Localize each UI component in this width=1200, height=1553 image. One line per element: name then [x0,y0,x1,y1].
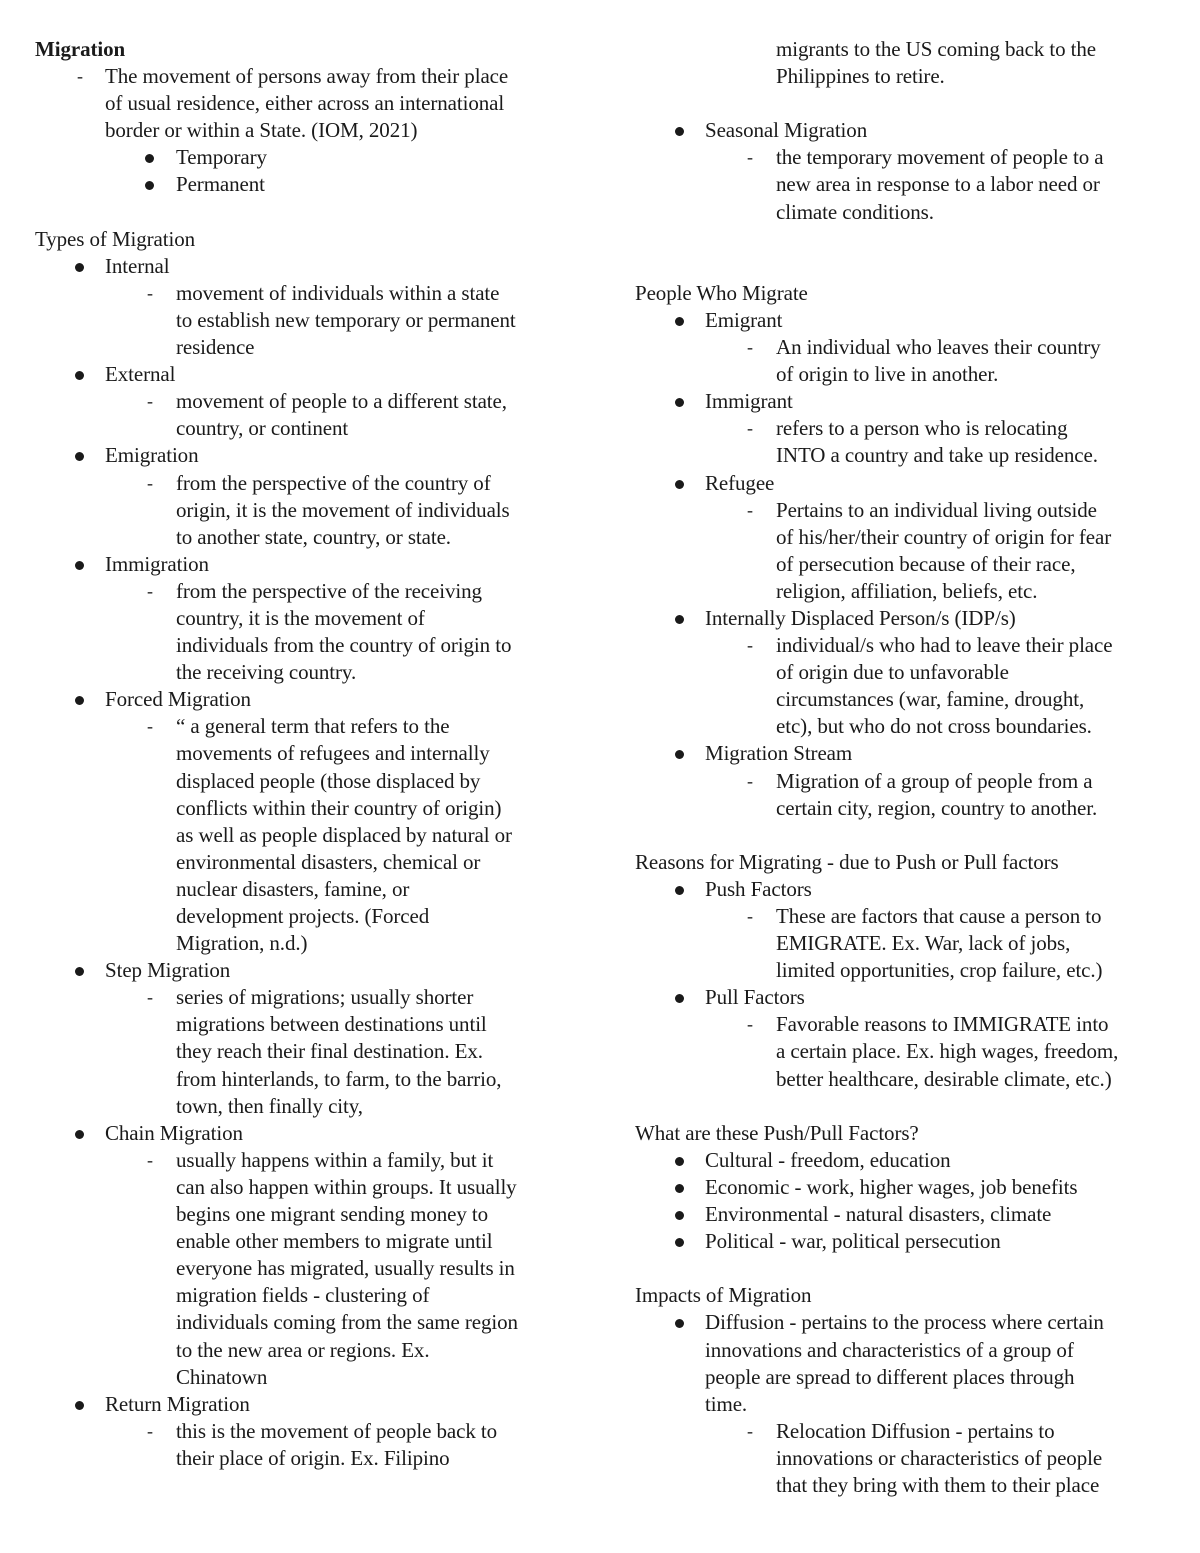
line-text: Types of Migration [35,226,196,251]
line-text: individuals from the country of origin to [176,633,512,658]
line-text: Favorable reasons to IMMIGRATE into [776,1012,1109,1037]
text-line [35,1174,595,1201]
blank-line [635,90,1195,117]
line-text: their place of origin. Ex. Filipino [176,1445,450,1470]
line-text: Migration [35,37,126,61]
text-line [35,1364,595,1391]
text-line [35,1445,595,1472]
line-text: Forced Migration [105,687,251,712]
line-text: the temporary movement of people to a [776,145,1104,170]
line-text: Economic - work, higher wages, job benefits [705,1174,1078,1199]
dash-icon: - [147,1420,153,1441]
line-text: These are factors that cause a person to [776,904,1102,928]
line-text: Return Migration [105,1391,250,1416]
text-line [635,1120,1195,1147]
text-line [635,388,1195,415]
line-text: climate conditions. [776,199,934,224]
right-column [635,36,1195,1499]
line-text: External [105,362,176,387]
text-line [35,849,595,876]
line-text: Chinatown [176,1364,268,1389]
line-text: they reach their final destination. Ex. [176,1039,483,1064]
text-line [35,117,595,144]
text-line [35,903,595,930]
line-text: Environmental - natural disasters, climate [705,1202,1052,1227]
line-text: What are these Push/Pull Factors? [635,1120,919,1145]
text-line [35,171,595,198]
text-line [635,659,1195,686]
text-line [35,497,595,524]
text-line [35,984,595,1011]
line-text: Pertains to an individual living outside [776,497,1097,522]
text-line [635,36,1195,63]
line-text: displaced people (those displaced by [176,768,481,793]
text-line [35,1201,595,1228]
text-line [35,713,595,740]
text-line [35,144,595,171]
text-line [635,740,1195,767]
blank-line [635,253,1195,280]
line-text: Refugee [705,470,775,495]
text-line [635,768,1195,795]
line-text: a certain place. Ex. high wages, freedom, [776,1039,1119,1064]
text-line [35,388,595,415]
line-text: refers to a person who is relocating [776,416,1068,441]
line-text: of his/her/their country of origin for fear [776,524,1112,549]
line-text: Diffusion - pertains to the process where certain [705,1310,1104,1335]
text-line [35,1418,595,1445]
text-line [35,1093,595,1120]
text-line [635,849,1195,876]
text-line [35,1066,595,1093]
document-heading [35,36,595,63]
text-line [35,470,595,497]
text-line [35,1309,595,1336]
line-text: better healthcare, desirable climate, etc.) [776,1066,1112,1091]
text-line [635,1309,1195,1336]
line-text: Relocation Diffusion - pertains to [776,1418,1055,1443]
dash-icon: - [147,1149,153,1170]
text-line [635,605,1195,632]
line-text: certain city, region, country to another. [776,795,1098,820]
text-line [35,930,595,957]
text-line [635,1472,1195,1499]
text-line [635,1201,1195,1228]
text-line [635,1011,1195,1038]
line-text: etc), but who do not cross boundaries. [776,714,1092,739]
line-text: can also happen within groups. It usually [176,1174,517,1199]
line-text: People Who Migrate [635,280,808,305]
text-line [35,957,595,984]
text-line [635,984,1195,1011]
text-line [35,307,595,334]
text-line [35,334,595,361]
dash-icon: - [147,282,153,303]
text-line [635,171,1195,198]
line-text: Migration Stream [705,741,853,766]
line-text: EMIGRATE. Ex. War, lack of jobs, [776,931,1071,956]
line-text: development projects. (Forced [176,904,430,928]
text-line [35,632,595,659]
text-line [35,1038,595,1065]
text-line [635,1174,1195,1201]
left-column [35,36,595,1472]
line-text: town, then finally city, [176,1093,363,1118]
line-text: from the perspective of the receiving [176,578,482,603]
line-text: country, it is the movement of [176,605,425,630]
text-line [635,307,1195,334]
line-text: migrants to the US coming back to the [776,37,1096,61]
text-line [635,63,1195,90]
line-text: of origin due to unfavorable [776,660,1009,685]
line-text: residence [176,335,255,360]
text-line [35,768,595,795]
text-line [35,63,595,90]
text-line [635,578,1195,605]
blank-line [635,822,1195,849]
line-text: The movement of persons away from their place [105,64,509,89]
line-text: environmental disasters, chemical or [176,849,481,874]
text-line [35,1147,595,1174]
line-text: the receiving country. [176,660,357,685]
line-text: movement of individuals within a state [176,280,500,305]
line-text: individual/s who had to leave their place [776,633,1113,658]
text-line [35,822,595,849]
text-line [635,144,1195,171]
dash-icon: - [147,472,153,493]
dash-icon: - [747,499,753,520]
text-line [635,442,1195,469]
line-text: innovations or characteristics of people [776,1445,1103,1470]
line-text: religion, affiliation, beliefs, etc. [776,578,1038,603]
dash-icon: - [147,716,153,737]
text-line [35,605,595,632]
line-text: new area in response to a labor need or [776,172,1100,197]
text-line [35,1255,595,1282]
line-text: of origin to live in another. [776,362,999,387]
line-text: movement of people to a different state, [176,389,507,414]
line-text: Chain Migration [105,1120,243,1145]
line-text: that they bring with them to their place [776,1472,1100,1497]
line-text: Pull Factors [705,985,805,1010]
text-line [35,280,595,307]
line-text: Emigrant [705,307,783,332]
line-text: innovations and characteristics of a group of [705,1337,1074,1362]
line-text: migration fields - clustering of [176,1283,430,1308]
line-text: Push Factors [705,876,812,901]
text-line [35,686,595,713]
text-line [635,930,1195,957]
text-line [35,1011,595,1038]
text-line [635,361,1195,388]
text-line [635,334,1195,361]
blank-line [635,226,1195,253]
blank-line [35,199,595,226]
dash-icon: - [77,66,83,87]
line-text: limited opportunities, crop failure, etc.) [776,958,1103,983]
text-line [635,903,1195,930]
line-text: conflicts within their country of origin) [176,795,502,820]
line-text: time. [705,1391,748,1416]
line-text: Philippines to retire. [776,64,945,89]
text-line [35,361,595,388]
text-line [35,442,595,469]
line-text: series of migrations; usually shorter [176,985,474,1010]
line-text: origin, it is the movement of individuals [176,497,510,522]
dash-icon: - [747,635,753,656]
text-line [635,497,1195,524]
line-text: everyone has migrated, usually results in [176,1256,515,1281]
line-text: from hinterlands, to farm, to the barrio, [176,1066,502,1091]
text-line [35,1282,595,1309]
line-text: of usual residence, either across an international [105,91,505,116]
dash-icon: - [747,418,753,439]
line-text: Impacts of Migration [635,1283,812,1308]
text-line [635,1038,1195,1065]
line-text: Migration, n.d.) [176,931,308,956]
line-text: nuclear disasters, famine, or [176,876,410,901]
dash-icon: - [747,1420,753,1441]
text-line [35,578,595,605]
line-text: Seasonal Migration [705,118,868,143]
text-line [35,524,595,551]
text-line [635,117,1195,144]
line-text: to establish new temporary or permanent [176,307,516,332]
text-line [635,470,1195,497]
text-line [635,551,1195,578]
text-line [635,1445,1195,1472]
line-text: from the perspective of the country of [176,470,491,495]
line-text: circumstances (war, famine, drought, [776,687,1085,712]
text-line [35,795,595,822]
text-line [35,253,595,280]
text-line [635,876,1195,903]
text-line [635,713,1195,740]
text-line [35,226,595,253]
line-text: Cultural - freedom, education [705,1147,951,1172]
text-line [35,1391,595,1418]
line-text: Immigrant [705,389,793,414]
line-text: Migration of a group of people from a [776,768,1093,793]
line-text: to another state, country, or state. [176,524,451,549]
text-line [635,1228,1195,1255]
dash-icon: - [147,987,153,1008]
text-line [635,632,1195,659]
text-line [635,957,1195,984]
text-line [35,659,595,686]
line-text: Emigration [105,443,199,468]
dash-icon: - [747,906,753,926]
line-text: Step Migration [105,958,231,983]
text-line [635,1391,1195,1418]
line-text: border or within a State. (IOM, 2021) [105,118,418,143]
text-line [35,740,595,767]
text-line [35,1228,595,1255]
line-text: enable other members to migrate until [176,1229,493,1254]
line-text: as well as people displaced by natural or [176,822,512,847]
text-line [635,1282,1195,1309]
dash-icon: - [747,147,753,168]
dash-icon: - [747,1014,753,1035]
text-line [35,90,595,117]
text-line [635,1337,1195,1364]
line-text: “ a general term that refers to the [176,714,450,739]
line-text: INTO a country and take up residence. [776,443,1098,468]
line-text: country, or continent [176,416,349,441]
line-text: individuals coming from the same region [176,1310,518,1335]
line-text: begins one migrant sending money to [176,1202,489,1227]
text-line [635,1364,1195,1391]
text-line [635,415,1195,442]
line-text: migrations between destinations until [176,1012,487,1037]
blank-line [635,1255,1195,1282]
line-text: to the new area or regions. Ex. [176,1337,430,1362]
line-text: An individual who leaves their country [776,335,1101,360]
line-text: Reasons for Migrating - due to Push or Pull factors [635,849,1059,874]
text-line [35,876,595,903]
text-line [635,686,1195,713]
text-line [35,415,595,442]
text-line [35,551,595,578]
text-line [635,280,1195,307]
line-text: Permanent [176,172,265,197]
dash-icon: - [747,337,753,358]
dash-icon: - [147,580,153,601]
line-text: Temporary [176,145,267,170]
text-line [635,795,1195,822]
line-text: Internally Displaced Person/s (IDP/s) [705,605,1016,630]
line-text: Immigration [105,551,209,576]
text-line [635,524,1195,551]
line-text: movements of refugees and internally [176,741,490,766]
line-text: people are spread to different places through [705,1364,1075,1389]
blank-line [635,1093,1195,1120]
dash-icon: - [147,391,153,412]
line-text: of persecution because of their race, [776,551,1076,576]
text-line [635,1147,1195,1174]
line-text: Political - war, political persecution [705,1229,1001,1254]
text-line [35,1337,595,1364]
dash-icon: - [747,770,753,791]
text-line [35,1120,595,1147]
line-text: Internal [105,253,170,278]
line-text: usually happens within a family, but it [176,1147,494,1172]
line-text: this is the movement of people back to [176,1418,498,1443]
text-line [635,1066,1195,1093]
text-line [635,1418,1195,1445]
text-line [635,199,1195,226]
